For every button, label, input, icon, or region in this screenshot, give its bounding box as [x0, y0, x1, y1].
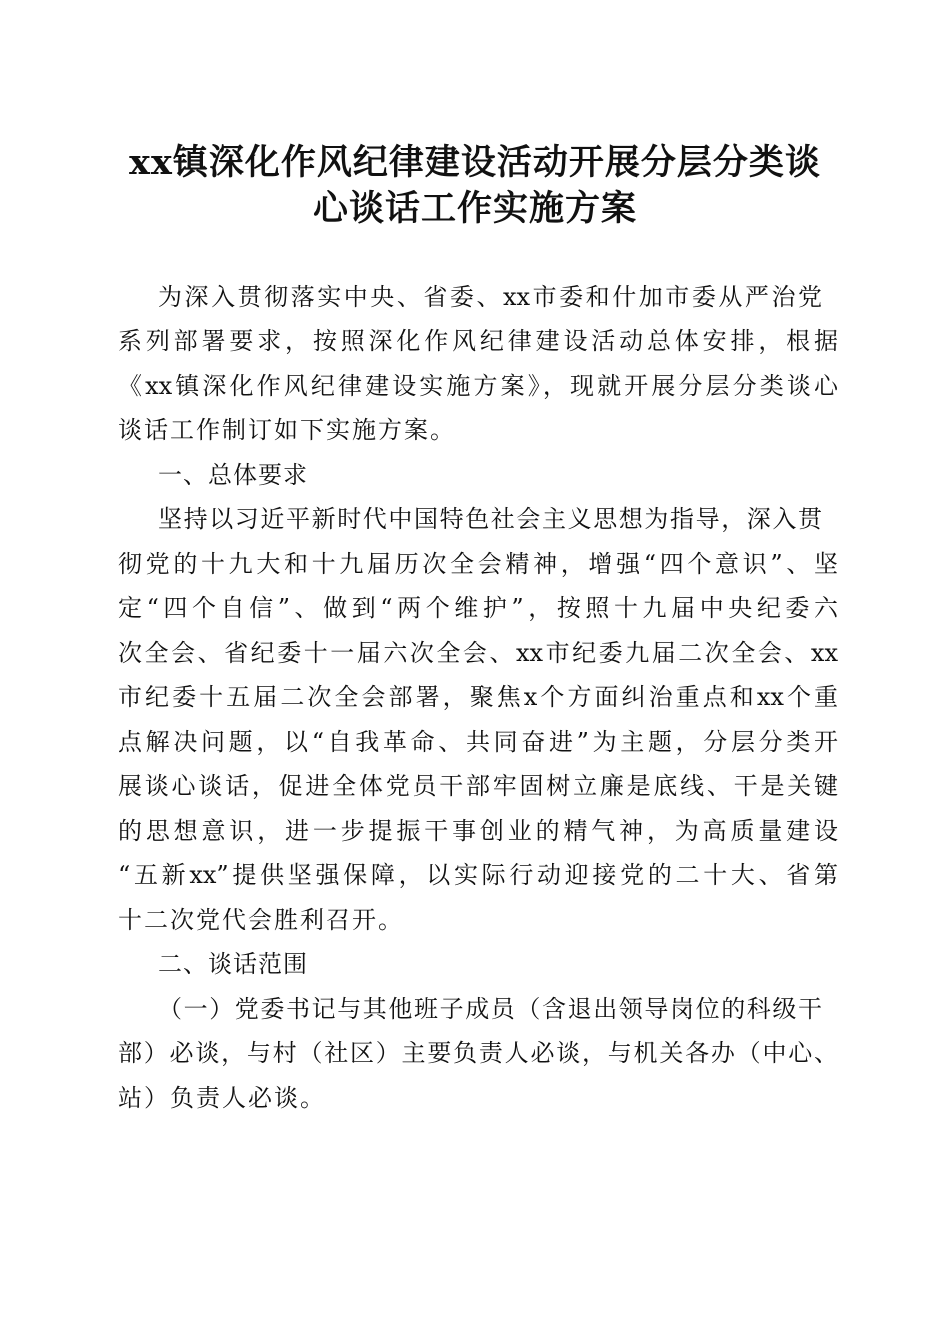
paragraph-line: 站）负责人必谈。 — [118, 1084, 326, 1112]
paragraph-line: “五新xx”提供坚强保障，以实际行动迎接党的二十大、省第 — [118, 861, 838, 889]
paragraph-line: 部）必谈，与村（社区）主要负责人必谈，与机关各办（中心、 — [118, 1039, 838, 1067]
paragraph-line: 谈话工作制订如下实施方案。 — [118, 416, 456, 444]
document-title-line-2: 心谈话工作实施方案 — [312, 188, 637, 229]
paragraph-line: 定“四个自信”、做到“两个维护”，按照十九届中央纪委六 — [118, 594, 838, 622]
paragraph-line: 展谈心谈话，促进全体党员干部牢固树立廉是底线、干是关键 — [118, 772, 838, 800]
document-title-line-1: xx镇深化作风纪律建设活动开展分层分类谈 — [129, 142, 821, 183]
paragraph-line: 的思想意识，进一步提振干事创业的精气神，为高质量建设 — [118, 817, 838, 845]
paragraph-line: 次全会、省纪委十一届六次全会、xx市纪委九届二次全会、xx — [118, 639, 838, 667]
paragraph-line: 坚持以习近平新时代中国特色社会主义思想为指导，深入贯 — [158, 505, 822, 533]
paragraph-line: 市纪委十五届二次全会部署，聚焦x个方面纠治重点和xx个重 — [118, 683, 838, 711]
paragraph-line: 为深入贯彻落实中央、省委、xx市委和什加市委从严治党 — [158, 283, 822, 311]
section-heading-conversation-scope: 二、谈话范围 — [158, 950, 308, 978]
paragraph-line: 系列部署要求，按照深化作风纪律建设活动总体安排，根据 — [118, 327, 838, 355]
paragraph-line: 彻党的十九大和十九届历次全会精神，增强“四个意识”、坚 — [118, 550, 838, 578]
paragraph-line: 十二次党代会胜利召开。 — [118, 906, 404, 934]
paragraph-line: 点解决问题，以“自我革命、共同奋进”为主题，分层分类开 — [118, 728, 838, 756]
section-heading-general-requirements: 一、总体要求 — [158, 461, 308, 489]
paragraph-line: 《xx镇深化作风纪律建设实施方案》，现就开展分层分类谈心 — [118, 372, 838, 400]
paragraph-line: （一）党委书记与其他班子成员（含退出领导岗位的科级干 — [158, 995, 822, 1023]
